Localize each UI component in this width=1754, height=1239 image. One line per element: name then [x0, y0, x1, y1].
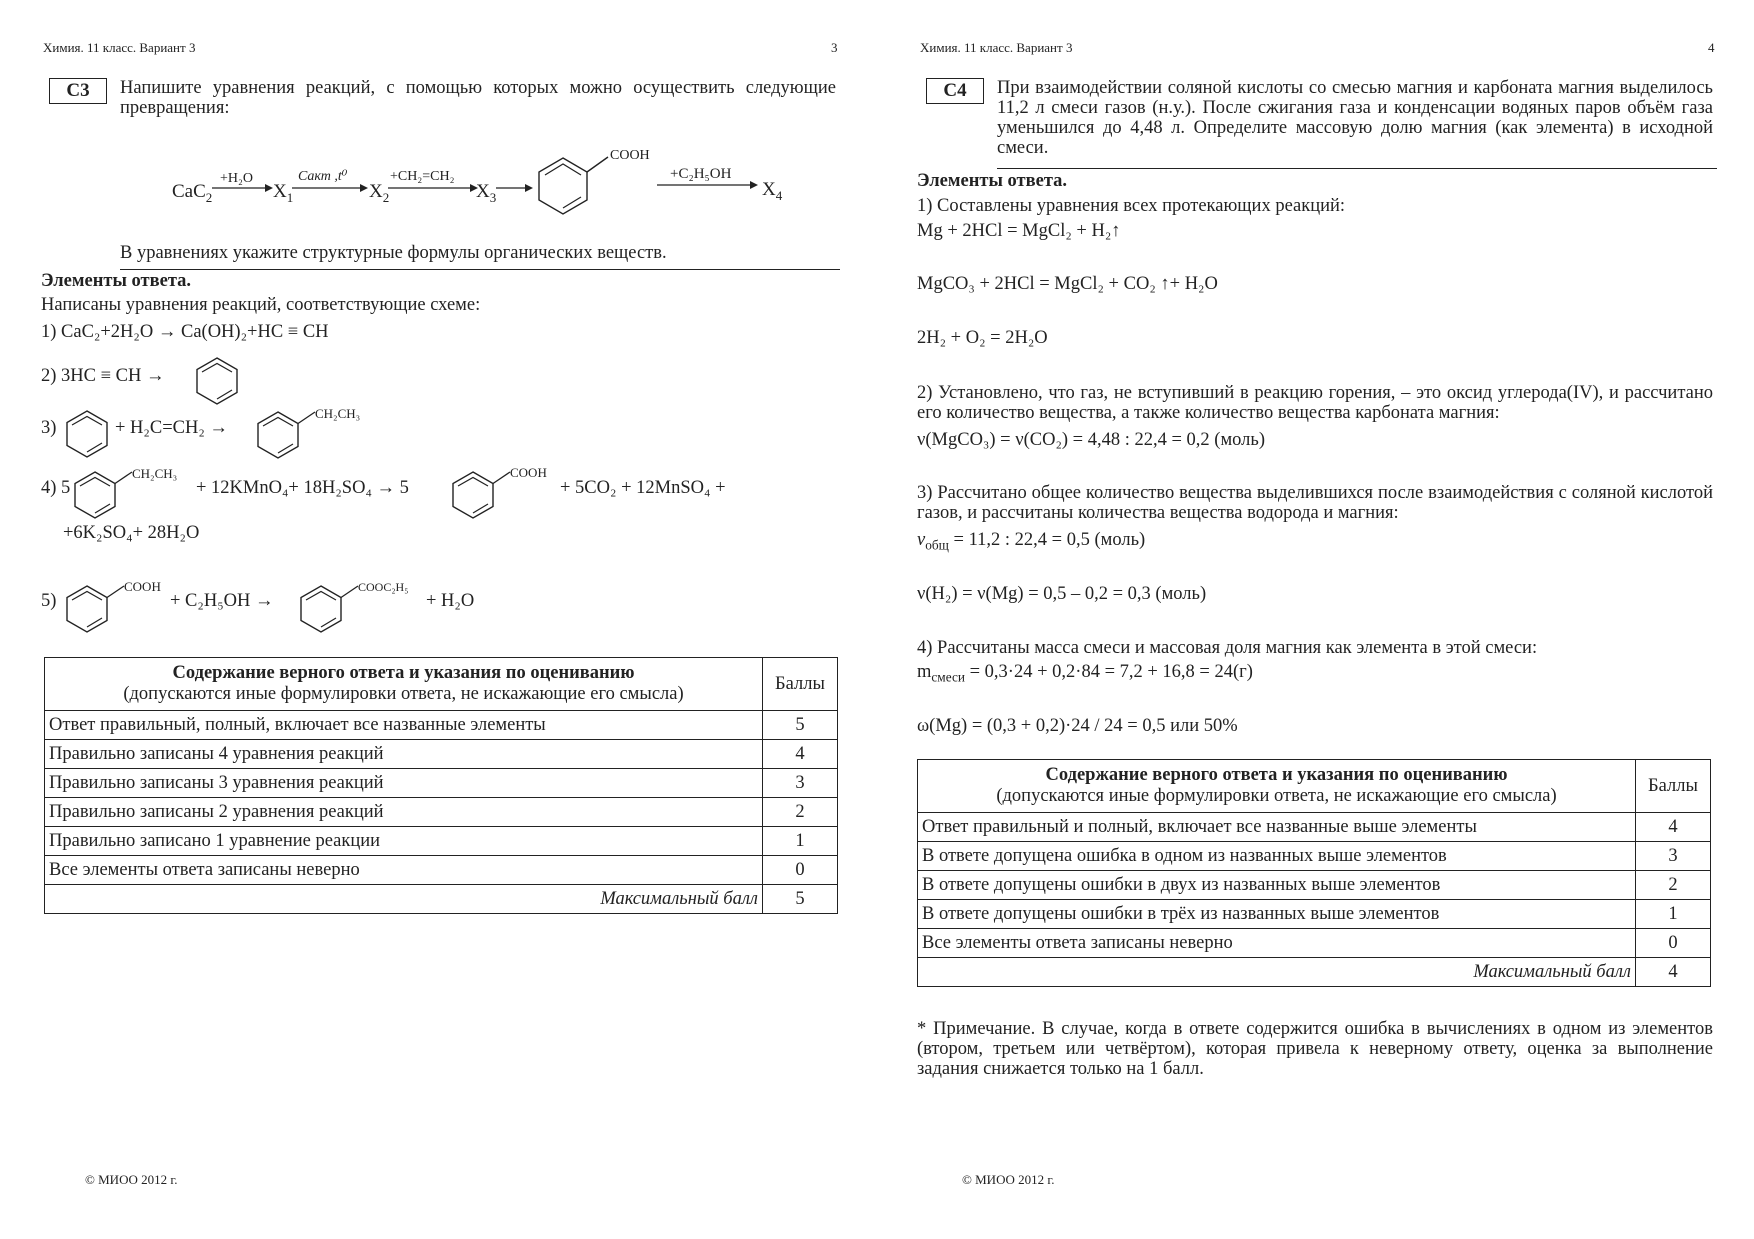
calc-3a: $\nu_{общ} = 11,2$ : 22,4 = 0,5 (моль): [917, 530, 1146, 553]
equation-5-number: 5): [41, 591, 57, 611]
grading-table: [44, 657, 838, 914]
svg-text:COOH: COOH: [610, 148, 650, 163]
divider: [997, 168, 1717, 169]
question-label: С3: [49, 78, 107, 104]
table-row: В ответе допущена ошибка в одном из названных выше элементов 3: [918, 842, 1711, 871]
scheme-x2: $X_2$: [369, 181, 390, 205]
scheme-x4: $X_4$: [762, 179, 783, 203]
table-header-content: Содержание верного ответа и указания по оцениванию (допускаются иные формулировки ответа, не искажающие его смысла): [918, 760, 1636, 813]
grading-table: [917, 759, 1711, 987]
svg-text:COOH: COOH: [510, 465, 547, 480]
calc-2: ν(MgCO₃) = ν(CO₂) = 4,48 : 22,4 = 0,2 (моль): [917, 430, 1266, 450]
ethylbenzene-structure: [70, 460, 200, 522]
equation-3-reagents: + H₂C=CH₂ →: [115, 418, 228, 438]
equation-4-reagents: + 12KMnO₄+ 18H₂SO₄ → 5: [196, 478, 409, 498]
page-header: Химия. 11 класс. Вариант 3: [920, 40, 1073, 55]
right-page: [877, 0, 1754, 1239]
benzene-structure: [192, 355, 242, 405]
arrow2-label: Cакт ,t⁰: [298, 169, 348, 184]
scheme-x1: $X_1$: [273, 181, 294, 205]
table-row: Ответ правильный, полный, включает все названные элементы 5: [45, 711, 838, 740]
svg-text:CH₂CH₃: CH₂CH₃: [132, 466, 178, 481]
equation-4-products: + 5CO₂ + 12MnSO₄ +: [560, 478, 726, 498]
table-header-points: Баллы: [763, 658, 838, 711]
instruction-text: В уравнениях укажите структурные формулы органических веществ.: [120, 243, 667, 263]
equation-1: 1) CaC₂+2H₂O → Ca(OH)₂+HC ≡ CH: [41, 322, 329, 342]
equation-4-line2: +6K₂SO₄+ 28H₂O: [63, 523, 200, 543]
scheme-x3: $X_3$: [476, 181, 497, 205]
reaction-1: Mg + 2HCl = MgCl₂ + H₂↑: [917, 221, 1121, 241]
equation-2: 2) 3HC ≡ CH →: [41, 366, 165, 386]
equation-4-number: 4) 5: [41, 478, 71, 498]
benzoic-acid-structure: [62, 574, 172, 636]
benzoic-acid-structure: [448, 460, 558, 522]
answer-heading: Элементы ответа.: [41, 271, 192, 291]
table-row: В ответе допущены ошибки в трёх из названных выше элементов 1: [918, 900, 1711, 929]
question-text: При взаимодействии соляной кислоты со смесью магния и карбоната магния выделилось 11,2 л смеси газов (н.у.). После сжигания газа и конденсации водяных паров объём газа уменьшился до 4,48 л. Определите массовую долю магния (как элемента) в исходной смеси.: [997, 78, 1713, 158]
page-number: 4: [1708, 40, 1715, 55]
equation-5-products: + H₂O: [426, 591, 475, 611]
step-2: 2) Установлено, что газ, не вступивший в реакцию горения, – это оксид углерода(IV), и рассчитано его количество вещества, а также количество вещества карбоната магния:: [917, 383, 1713, 423]
question-text: Напишите уравнения реакций, с помощью которых можно осуществить следующие превращения:: [120, 78, 836, 118]
scheme-start: CaC$_2$: [172, 181, 213, 205]
table-row: Правильно записаны 3 уравнения реакций 3: [45, 769, 838, 798]
step-1: 1) Составлены уравнения всех протекающих реакций:: [917, 196, 1346, 216]
table-header-content: Содержание верного ответа и указания по оцениванию (допускаются иные формулировки ответа, не искажающие его смысла): [45, 658, 763, 711]
arrow3-label: +CH₂=CH₂: [390, 169, 455, 184]
reaction-3: 2H₂ + O₂ = 2H₂O: [917, 328, 1048, 348]
arrow1-label: +H₂O: [220, 171, 253, 186]
step-4: 4) Рассчитаны масса смеси и массовая доля магния как элемента в этой смеси:: [917, 638, 1538, 658]
benzene-structure: [62, 408, 112, 458]
arrow5-label: +C₂H₅OH: [670, 166, 732, 182]
divider: [120, 269, 840, 270]
table-row: Ответ правильный и полный, включает все названные выше элементы 4: [918, 813, 1711, 842]
page-number: 3: [831, 40, 838, 55]
table-row: Все элементы ответа записаны неверно 0: [918, 929, 1711, 958]
benzoic-acid-structure: [539, 148, 650, 214]
svg-text:CH₂CH₃: CH₂CH₃: [315, 406, 361, 421]
footnote: * Примечание. В случае, когда в ответе содержится ошибка в вычислениях в одном из элементов (втором, третьем или четвёртом), которая привела к неверному ответу, оценка за выполнение задания снижается только на 1 балл.: [917, 1019, 1713, 1079]
ethylbenzene-structure: [253, 400, 383, 462]
answer-heading: Элементы ответа.: [917, 171, 1068, 191]
question-label: С4: [926, 78, 984, 104]
table-row: Правильно записаны 2 уравнения реакций 2: [45, 798, 838, 827]
answer-intro: Написаны уравнения реакций, соответствующие схеме:: [41, 295, 481, 315]
table-row: Правильно записано 1 уравнение реакции 1: [45, 827, 838, 856]
table-row: В ответе допущены ошибки в двух из названных выше элементов 2: [918, 871, 1711, 900]
svg-text:COOC₂H₅: COOC₂H₅: [358, 580, 409, 594]
table-row: Все элементы ответа записаны неверно 0: [45, 856, 838, 885]
page-header: Химия. 11 класс. Вариант 3: [43, 40, 196, 55]
table-header-points: Баллы: [1636, 760, 1711, 813]
svg-text:COOH: COOH: [124, 579, 161, 594]
page-footer: © МИОО 2012 г.: [962, 1172, 1055, 1187]
equation-5-reagents: + C₂H₅OH →: [170, 591, 274, 611]
table-max-row: Максимальный балл 5: [45, 885, 838, 914]
reaction-scheme: [160, 140, 800, 220]
table-row: Правильно записаны 4 уравнения реакций 4: [45, 740, 838, 769]
table-max-row: Максимальный балл 4: [918, 958, 1711, 987]
calc-3b: ν(H₂) = ν(Mg) = 0,5 – 0,2 = 0,3 (моль): [917, 584, 1207, 604]
ethyl-benzoate-structure: [296, 574, 426, 636]
reaction-2: MgCO₃ + 2HCl = MgCl₂ + CO₂ ↑+ H₂O: [917, 274, 1218, 294]
step-3: 3) Рассчитано общее количество вещества выделившихся после взаимодействия с соляной кислотой газов, и рассчитаны количества вещества водорода и магния:: [917, 483, 1713, 523]
calc-4a: $m_{смеси} = 0,3\cdot 24 + 0,2\cdot 84 = 7,2 + 16,8 = 24(г)$: [917, 662, 1253, 685]
page-footer: © МИОО 2012 г.: [85, 1172, 178, 1187]
equation-3-number: 3): [41, 418, 57, 438]
calc-4b: ω(Mg) = (0,3 + 0,2)·24 / 24 = 0,5 или 50%: [917, 716, 1238, 736]
